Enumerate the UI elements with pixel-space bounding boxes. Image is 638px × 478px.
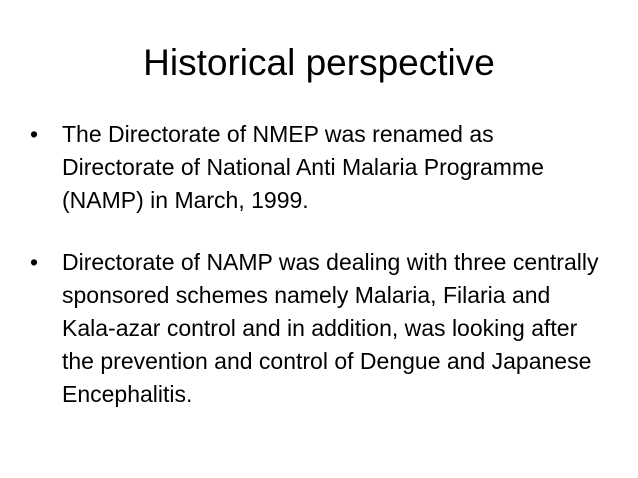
- bullet-marker-icon: •: [30, 249, 39, 275]
- slide-title: Historical perspective: [143, 42, 495, 83]
- bullet-text: The Directorate of NMEP was renamed as Directorate of National Anti Malaria Programme (NAMP) in March, 1999.: [62, 121, 544, 213]
- bullet-item: [30, 246, 610, 411]
- bullet-list: [30, 118, 610, 440]
- bullet-marker-icon: •: [30, 121, 39, 147]
- bullet-text: Directorate of NAMP was dealing with three centrally sponsored schemes namely Malaria, Filaria and Kala-azar control and in addition, was looking after the prevention and control of Dengue and Japanese Encephalitis.: [62, 249, 599, 407]
- bullet-item: [30, 118, 610, 217]
